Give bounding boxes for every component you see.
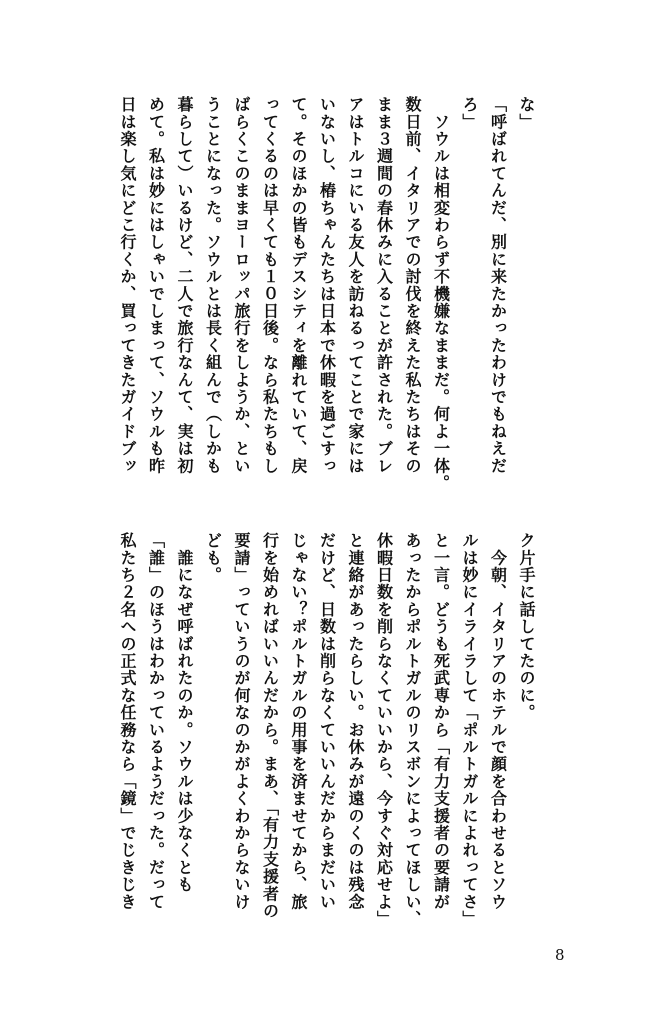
text-line: まま３週間の春休みに入ることが許された。ブレ bbox=[374, 96, 394, 475]
text-line: ってくるのは早くても１０日後。なら私たちもし bbox=[260, 96, 280, 475]
text-line: 「誰」のほうはわかっているようだった。だって bbox=[146, 532, 166, 911]
text-line: 休暇日数を削らなくていいから、今すぐ対応せよ」 bbox=[374, 532, 394, 928]
text-line: うことになった。ソウルとは長く組んで（しかも bbox=[203, 96, 223, 475]
text-line: いないし、椿ちゃんたちは日本で休暇を過ごすっ bbox=[317, 96, 337, 475]
text-line: あったからポルトガルのリスボンによってほしい、 bbox=[403, 532, 422, 928]
text-column-block-bottom bbox=[113, 532, 541, 942]
text-line: な」 bbox=[517, 96, 536, 131]
page-number: 8 bbox=[555, 946, 565, 964]
text-line: 要請」っていうのが何なのかがよくわからないけ bbox=[232, 532, 251, 911]
text-line: 「呼ばれてんだ、別に来たかったわけでもねえだ bbox=[488, 96, 508, 475]
text-line: ばらくこのままヨーロッパ旅行をしようか、とい bbox=[232, 96, 251, 475]
text-line: 行を始めればいいんだから。まあ、「有力支援者の bbox=[260, 532, 280, 920]
text-line: と連絡があったらしい。お休みが遠のくのは残念 bbox=[346, 532, 365, 911]
text-line: ども。 bbox=[203, 532, 223, 584]
text-line: じゃない？ポルトガルの用事を済ませてから、旅 bbox=[289, 532, 308, 911]
text-line: 今朝、イタリアのホテルで顔を合わせるとソウ bbox=[488, 532, 508, 911]
text-line: ソウルは相変わらず不機嫌なままだ。何よ一体。 bbox=[431, 96, 451, 492]
text-line: だけど、日数は削らなくていいんだからまだいい bbox=[317, 532, 337, 911]
text-line: 暮らして）いるけど、二人で旅行なんて、実は初 bbox=[175, 96, 194, 475]
text-line: 日は楽し気にどこ行くか、買ってきたガイドブッ bbox=[118, 96, 137, 475]
text-line: ルは妙にイライラして「ポルトガルによれってさ」 bbox=[460, 532, 479, 928]
text-line: 私たち２名への正式な任務なら「鏡」でじきじき bbox=[118, 532, 137, 911]
text-line: 誰になぜ呼ばれたのか。ソウルは少なくとも bbox=[175, 532, 194, 894]
text-line: ろ」 bbox=[460, 96, 479, 131]
text-line: て。そのほかの皆もデスシティを離れていて、戻 bbox=[289, 96, 308, 475]
text-line: ク片手に話してたのに。 bbox=[517, 532, 536, 722]
text-line: 数日前、イタリアでの討伐を終えた私たちはその bbox=[403, 96, 422, 475]
text-line: と一言。どうも死武専から「有力支援者の要請が bbox=[431, 532, 451, 911]
text-line: めて。私は妙にはしゃいでしまって、ソウルも昨 bbox=[146, 96, 166, 475]
text-column-block-top bbox=[113, 96, 541, 506]
text-line: アはトルコにいる友人を訪ねるってことで家には bbox=[346, 96, 365, 475]
